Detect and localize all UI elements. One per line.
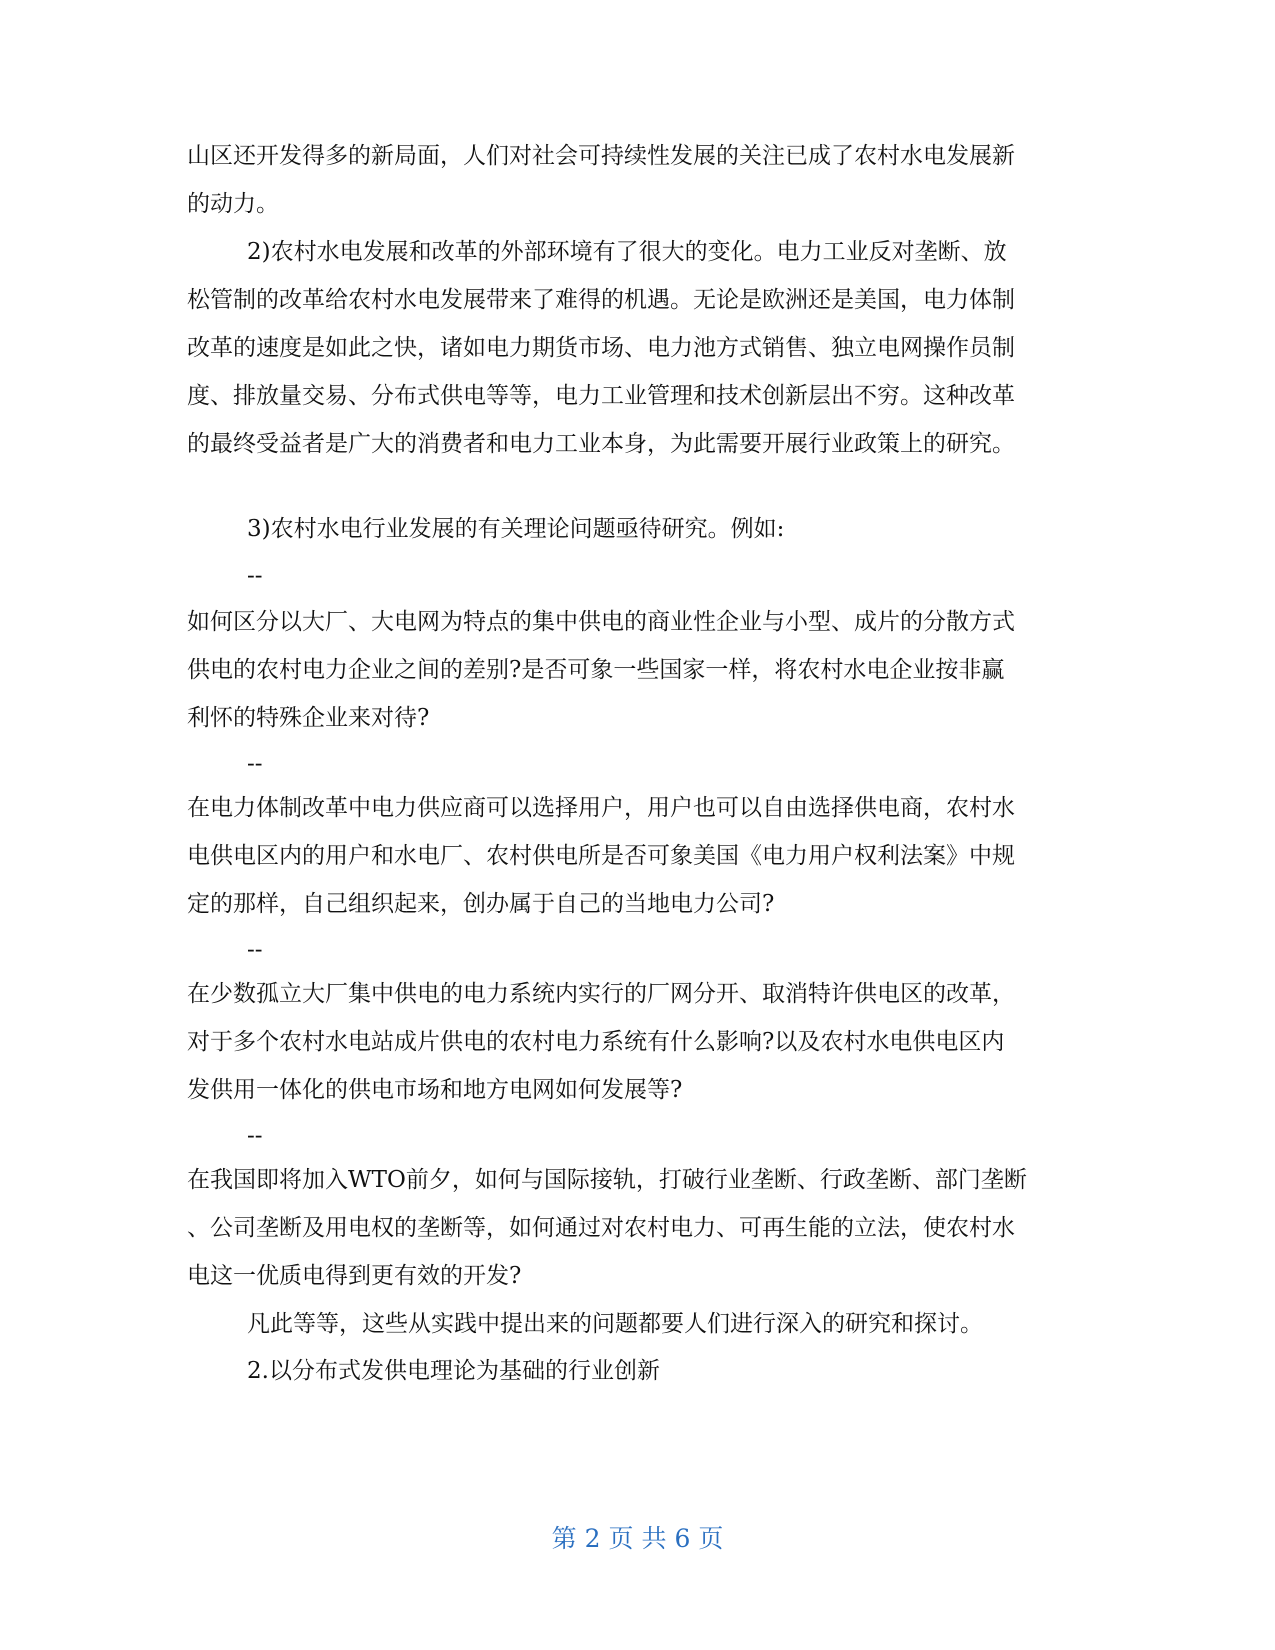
footer-middle: 页 共 <box>608 1524 667 1553</box>
dash-separator: -- <box>247 563 263 589</box>
current-page-number: 2 <box>584 1524 601 1553</box>
text-line: 在少数孤立大厂集中供电的电力系统内实行的厂网分开、取消特许供电区的改革， <box>187 981 1015 1007</box>
text-line: 凡此等等，这些从实践中提出来的问题都要人们进行深入的研究和探讨。 <box>247 1311 983 1337</box>
paragraph-7 <box>187 1156 1087 1300</box>
text-line: 松管制的改革给农村水电发展带来了难得的机遇。无论是欧洲还是美国，电力体制 <box>187 287 1015 313</box>
text-line: 山区还开发得多的新局面，人们对社会可持续性发展的关注已成了农村水电发展新 <box>187 143 1015 169</box>
text-line: 3)农村水电行业发展的有关理论问题亟待研究。例如: <box>247 516 785 542</box>
text-line: 定的那样，自己组织起来，创办属于自己的当地电力公司? <box>187 891 775 917</box>
text-line: 发供用一体化的供电市场和地方电网如何发展等? <box>187 1077 683 1103</box>
text-line: 改革的速度是如此之快，诸如电力期货市场、电力池方式销售、独立电网操作员制 <box>187 335 1015 361</box>
paragraph-3 <box>187 505 1087 553</box>
page-footer <box>0 1522 1275 1556</box>
text-line: 供电的农村电力企业之间的差别?是否可象一些国家一样，将农村水电企业按非赢 <box>187 657 1005 683</box>
text-line: 的最终受益者是广大的消费者和电力工业本身，为此需要开展行业政策上的研究。 <box>187 431 1015 457</box>
paragraph-1 <box>187 132 1087 228</box>
footer-prefix: 第 <box>551 1524 577 1553</box>
paragraph-5 <box>187 784 1087 928</box>
paragraph-2 <box>187 228 1087 468</box>
dash-separator: -- <box>247 751 263 777</box>
dash-separator: -- <box>247 937 263 963</box>
text-line: 度、排放量交易、分布式供电等等，电力工业管理和技术创新层出不穷。这种改革 <box>187 383 1015 409</box>
dash-separator: -- <box>247 1123 263 1149</box>
text-line: 2.以分布式发供电理论为基础的行业创新 <box>247 1358 660 1384</box>
total-page-count: 6 <box>674 1524 691 1553</box>
text-line: 2)农村水电发展和改革的外部环境有了很大的变化。电力工业反对垄断、放 <box>247 239 1007 265</box>
paragraph-4 <box>187 598 1087 742</box>
text-line: 的动力。 <box>187 191 279 217</box>
text-line: 如何区分以大厂、大电网为特点的集中供电的商业性企业与小型、成片的分散方式 <box>187 609 1015 635</box>
text-line: 电供电区内的用户和水电厂、农村供电所是否可象美国《电力用户权利法案》中规 <box>187 843 1015 869</box>
paragraph-8 <box>187 1300 1087 1348</box>
text-line: 电这一优质电得到更有效的开发? <box>187 1263 522 1289</box>
text-line: 、公司垄断及用电权的垄断等，如何通过对农村电力、可再生能的立法，使农村水 <box>187 1215 1015 1241</box>
paragraph-6 <box>187 970 1087 1114</box>
text-line: 利怀的特殊企业来对待? <box>187 705 430 731</box>
text-line: 对于多个农村水电站成片供电的农村电力系统有什么影响?以及农村水电供电区内 <box>187 1029 1005 1055</box>
text-line: 在电力体制改革中电力供应商可以选择用户，用户也可以自由选择供电商，农村水 <box>187 795 1015 821</box>
section-heading <box>187 1347 1087 1395</box>
footer-suffix: 页 <box>698 1524 724 1553</box>
text-line: 在我国即将加入WTO前夕，如何与国际接轨，打破行业垄断、行政垄断、部门垄断 <box>187 1167 1027 1193</box>
